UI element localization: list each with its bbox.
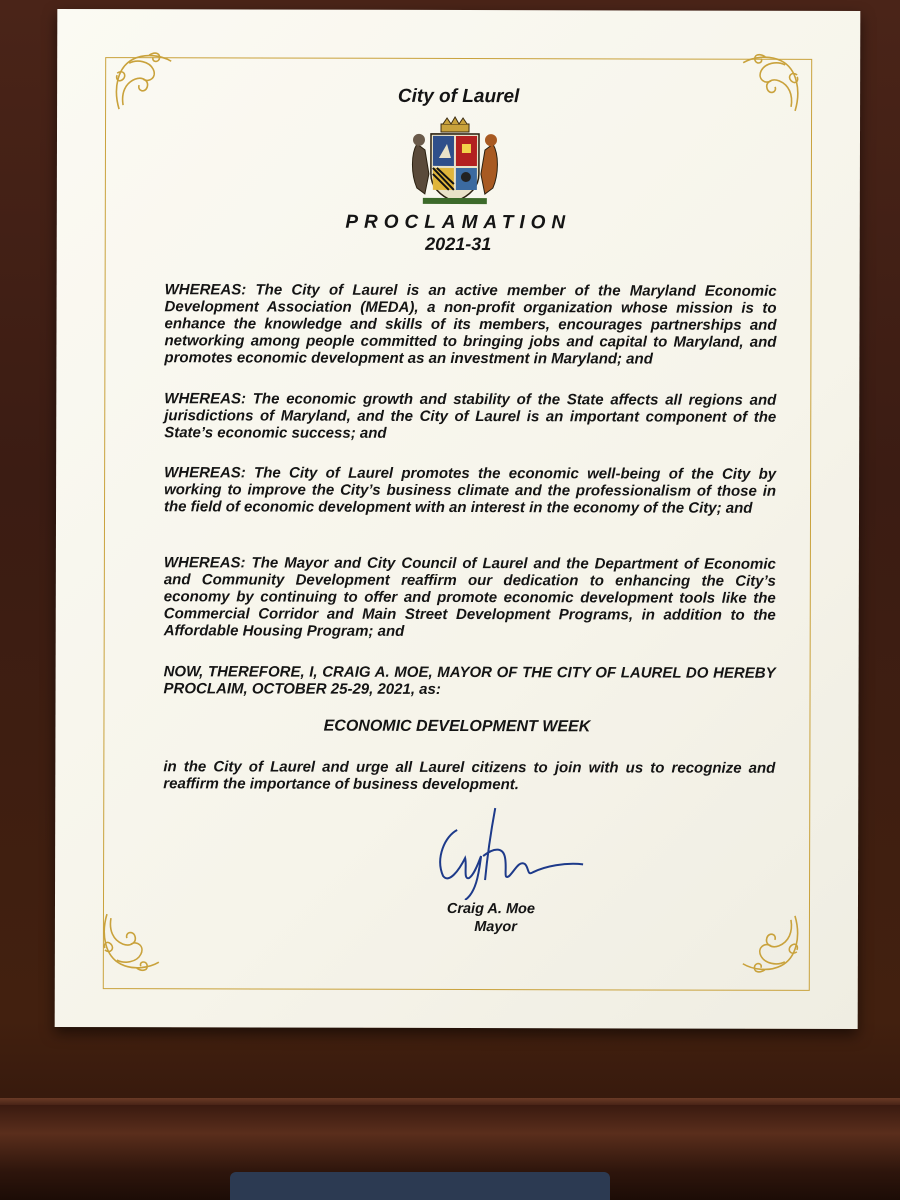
whereas-paragraph: WHEREAS: The Mayor and City Council of Laurel and the Department of Economic and Community Development reaffirm our dedication to enhancing the City’s economy by continuing to offer and promote economic development tools like the Commercial Corridor and Main Street Development Programs, in addition to the Affordable Housing Program; and — [163, 554, 776, 640]
whereas-paragraph: WHEREAS: The economic growth and stability of the State affects all regions and jurisdictions of Maryland, and the City of Laurel is an important component of the State’s economic success; and — [164, 390, 777, 442]
signer-name: Craig A. Moe — [446, 900, 535, 918]
proclaim-paragraph: NOW, THEREFORE, I, CRAIG A. MOE, MAYOR OF THE CITY OF LAUREL DO HEREBY PROCLAIM, OCTOBER 25-29, 2021, as: — [163, 663, 776, 698]
city-seal-icon — [403, 114, 507, 210]
closing-paragraph: in the City of Laurel and urge all Laurel citizens to join with us to recognize and reaffirm the importance of business development. — [163, 758, 776, 794]
proclamation-document — [55, 9, 861, 1029]
signer-title: Mayor — [474, 919, 517, 936]
floor-object — [230, 1172, 610, 1200]
proclaimed-title: ECONOMIC DEVELOPMENT WEEK — [323, 717, 591, 736]
signer-block — [385, 900, 535, 936]
mayor-signature — [395, 800, 595, 901]
whereas-paragraph: WHEREAS: The City of Laurel is an active member of the Maryland Economic Development Association (MEDA), a non-profit organization whose mission is to enhance the knowledge and skills of its members, encourages partnerships and networking among people committed to bringing jobs and capital to Maryland, and promotes economic development as an investment in Maryland; and — [164, 281, 777, 368]
document-title: PROCLAMATION — [345, 211, 572, 234]
whereas-paragraph: WHEREAS: The City of Laurel promotes the economic well-being of the City by working to improve the City’s business climate and the professionalism of those in the field of economic development with an interest in the economy of the City; and — [164, 464, 777, 517]
city-heading: City of Laurel — [397, 85, 520, 108]
proclamation-number: 2021-31 — [425, 233, 492, 255]
